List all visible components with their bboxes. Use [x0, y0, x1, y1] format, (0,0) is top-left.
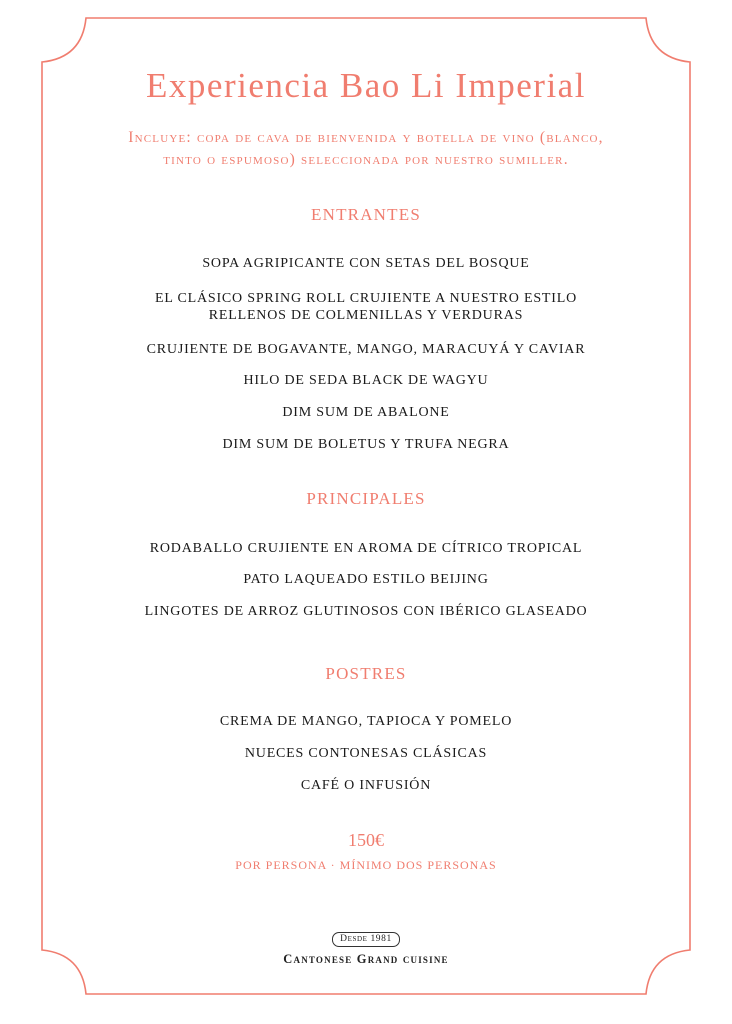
- section-heading-entrantes: ENTRANTES: [311, 205, 421, 224]
- subtitle-line-2: tinto o espumoso) seleccionada por nuestro sumiller.: [163, 151, 569, 168]
- menu-item: RODABALLO CRUJIENTE EN AROMA DE CÍTRICO TROPICAL: [149, 541, 583, 556]
- menu-item: CREMA DE MANGO, TAPIOCA Y POMELO: [219, 714, 513, 729]
- menu-item: NUECES CONTONESAS CLÁSICAS: [244, 746, 488, 761]
- menu-item: HILO DE SEDA BLACK DE WAGYU: [243, 373, 489, 388]
- menu-item: EL CLÁSICO SPRING ROLL CRUJIENTE A NUESTRO ESTILO: [154, 291, 577, 306]
- brand-name: Cantonese Grand cuisine: [283, 952, 449, 966]
- menu-item: LINGOTES DE ARROZ GLUTINOSOS CON IBÉRICO GLASEADO: [144, 604, 588, 619]
- subtitle-line-1: Incluye: copa de cava de bienvenida y botella de vino (blanco,: [128, 129, 604, 146]
- section-heading-principales: PRINCIPALES: [306, 489, 426, 508]
- menu-item: CAFÉ O INFUSIÓN: [300, 778, 432, 793]
- since-badge: Desde 1981: [332, 932, 400, 947]
- menu-item: CRUJIENTE DE BOGAVANTE, MANGO, MARACUYÁ Y CAVIAR: [146, 342, 586, 357]
- menu-item: SOPA AGRIPICANTE CON SETAS DEL BOSQUE: [202, 256, 530, 271]
- menu-subtitle: [0, 127, 732, 171]
- menu-item: PATO LAQUEADO ESTILO BEIJING: [243, 572, 489, 587]
- price: 150€: [348, 830, 384, 850]
- menu-title: Experiencia Bao Li Imperial: [146, 66, 586, 105]
- price-note: POR PERSONA · MÍNIMO DOS PERSONAS: [235, 858, 497, 872]
- since-badge-wrapper: [0, 926, 732, 947]
- menu-item: DIM SUM DE ABALONE: [282, 405, 450, 420]
- section-heading-postres: POSTRES: [325, 664, 407, 683]
- menu-item: RELLENOS DE COLMENILLAS Y VERDURAS: [208, 308, 524, 323]
- menu-item: DIM SUM DE BOLETUS Y TRUFA NEGRA: [222, 437, 510, 452]
